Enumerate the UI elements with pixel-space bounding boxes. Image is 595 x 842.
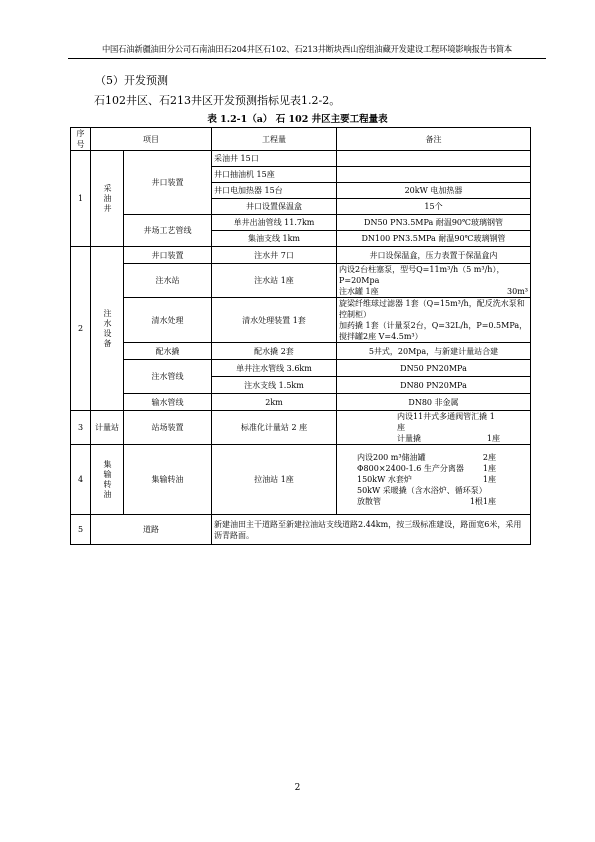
table-row <box>71 343 531 360</box>
category-cell: 计量站 <box>91 411 124 445</box>
note-text: 计量撬 <box>397 434 421 443</box>
note-value: 1座 <box>486 434 500 443</box>
note-cell: 5井式，20Mpa，与新建计量站合建 <box>337 343 531 360</box>
note-cell: 20kW 电加热器 <box>337 183 531 199</box>
note-line <box>397 433 500 444</box>
row-number: 4 <box>71 445 91 515</box>
note-cell <box>337 298 531 343</box>
row-number: 5 <box>71 515 91 545</box>
table-row <box>71 151 531 167</box>
quantity-cell: 注水站 1座 <box>212 264 337 298</box>
note-line <box>357 452 496 463</box>
quantity-cell: 2km <box>212 394 337 411</box>
quantity-cell: 井口抽油机 15座 <box>212 167 337 183</box>
note-value: 1座 <box>482 497 496 506</box>
engineering-quantity-table <box>70 127 531 545</box>
table-caption: 表 1.2-1（a） 石 102 井区主要工程量表 <box>207 114 388 125</box>
note-line <box>357 496 496 507</box>
row-number: 3 <box>71 411 91 445</box>
table-row <box>71 215 531 231</box>
note-cell: 15个 <box>337 199 531 215</box>
subcategory-cell: 井口装置 <box>124 247 212 264</box>
note-cell <box>337 264 531 298</box>
quantity-cell: 配水撬 2套 <box>212 343 337 360</box>
note-cell: DN50 PN20MPa <box>337 360 531 377</box>
category-cell: 采油井 <box>91 151 124 247</box>
note-value: 30m³ <box>507 287 528 296</box>
note-cell: DN100 PN3.5MPa 耐温90℃玻璃钢管 <box>337 231 531 247</box>
note-line <box>339 286 528 297</box>
header-rule <box>68 58 546 59</box>
quantity-cell: 注水支线 1.5km <box>212 377 337 394</box>
description-cell: 新建油田主干道路至新建拉油站支线道路2.44km，按三级标准建设，路面宽6米，采用沥青路面。 <box>212 515 531 545</box>
table-row <box>71 445 531 515</box>
row-number: 2 <box>71 247 91 411</box>
quantity-cell: 拉油站 1座 <box>212 445 337 515</box>
quantity-cell: 单井出油管线 11.7km <box>212 215 337 231</box>
note-cell <box>337 411 531 445</box>
item-cell: 道路 <box>91 515 212 545</box>
note-cell: 井口设保温盒，压力表置于保温盒内 <box>337 247 531 264</box>
table-row <box>71 360 531 377</box>
note-text: 注水罐 1座 <box>339 287 379 296</box>
page-header: 中国石油新疆油田分公司石南油田石204井区石102、石213井断块西山窑组油藏开发建设工程环境影响报告书简本 <box>101 44 513 54</box>
subcategory-cell: 注水管线 <box>124 360 212 394</box>
subcategory-cell: 清水处理 <box>124 298 212 343</box>
category-cell: 注水设备 <box>91 247 124 411</box>
subcategory-cell: 站场装置 <box>124 411 212 445</box>
page-number: 2 <box>294 783 301 793</box>
note-cell <box>337 445 531 515</box>
subcategory-cell: 集输转油 <box>124 445 212 515</box>
intro-paragraph: 石102井区、石213井区开发预测指标见表1.2-2。 <box>94 94 341 107</box>
category-cell: 集输转油 <box>91 445 124 515</box>
note-text: 内设200 m³储油罐 <box>357 453 426 462</box>
row-number: 1 <box>71 151 91 247</box>
quantity-cell: 井口电加热器 15台 <box>212 183 337 199</box>
note-value: 1根 <box>469 497 483 506</box>
note-line: 旋梁纤维球过滤器 1套（Q=15m³/h，配反洗水泵和控制柜） <box>339 299 525 319</box>
subcategory-cell: 井场工艺管线 <box>124 215 212 247</box>
table-row <box>71 515 531 545</box>
section-title: （5）开发预测 <box>95 74 168 87</box>
table-row <box>71 394 531 411</box>
col-header-num: 序号 <box>71 128 91 151</box>
note-line <box>357 463 496 474</box>
note-line: 内设2台柱塞泵，型号Q=11m³/h（5 m³/h），P=20Mpa <box>339 265 505 285</box>
note-value: 1座 <box>482 464 496 473</box>
note-line <box>357 474 496 485</box>
quantity-cell: 清水处理装置 1套 <box>212 298 337 343</box>
quantity-cell: 井口设置保温盒 <box>212 199 337 215</box>
quantity-cell: 标准化计量站 2 座 <box>212 411 337 445</box>
col-header-note: 备注 <box>337 128 531 151</box>
quantity-cell: 注水井 7口 <box>212 247 337 264</box>
note-cell: DN80 PN20MPa <box>337 377 531 394</box>
subcategory-cell: 输水管线 <box>124 394 212 411</box>
note-text: 150kW 水套炉 <box>357 475 412 484</box>
quantity-cell: 采油井 15口 <box>212 151 337 167</box>
note-text: 放散管 <box>357 497 381 506</box>
table-row <box>71 264 531 298</box>
note-cell <box>337 151 531 167</box>
note-value: 2座 <box>482 453 496 462</box>
table-row <box>71 411 531 445</box>
note-line: 加药撬 1套（计量泵2台，Q=32L/h，P=0.5MPa，搅拌罐2座 V=4.5m³） <box>339 321 528 341</box>
note-text: 50kW 采暖撬（含水浴炉、循环泵） <box>357 486 487 495</box>
quantity-cell: 单井注水管线 3.6km <box>212 360 337 377</box>
table-header-row <box>71 128 531 151</box>
col-header-item: 项目 <box>91 128 212 151</box>
note-value: 1座 <box>482 475 496 484</box>
note-line: 内设11井式多通阀管汇撬 1座 <box>397 412 495 432</box>
quantity-cell: 集油支线 1km <box>212 231 337 247</box>
col-header-quantity: 工程量 <box>212 128 337 151</box>
subcategory-cell: 注水站 <box>124 264 212 298</box>
note-cell <box>337 167 531 183</box>
table-row <box>71 298 531 343</box>
note-cell: DN80 非金属 <box>337 394 531 411</box>
subcategory-cell: 井口装置 <box>124 151 212 215</box>
note-text: Φ800×2400-1.6 生产分离器 <box>357 464 464 473</box>
table-row <box>71 247 531 264</box>
subcategory-cell: 配水撬 <box>124 343 212 360</box>
note-cell: DN50 PN3.5MPa 耐温90℃玻璃钢管 <box>337 215 531 231</box>
